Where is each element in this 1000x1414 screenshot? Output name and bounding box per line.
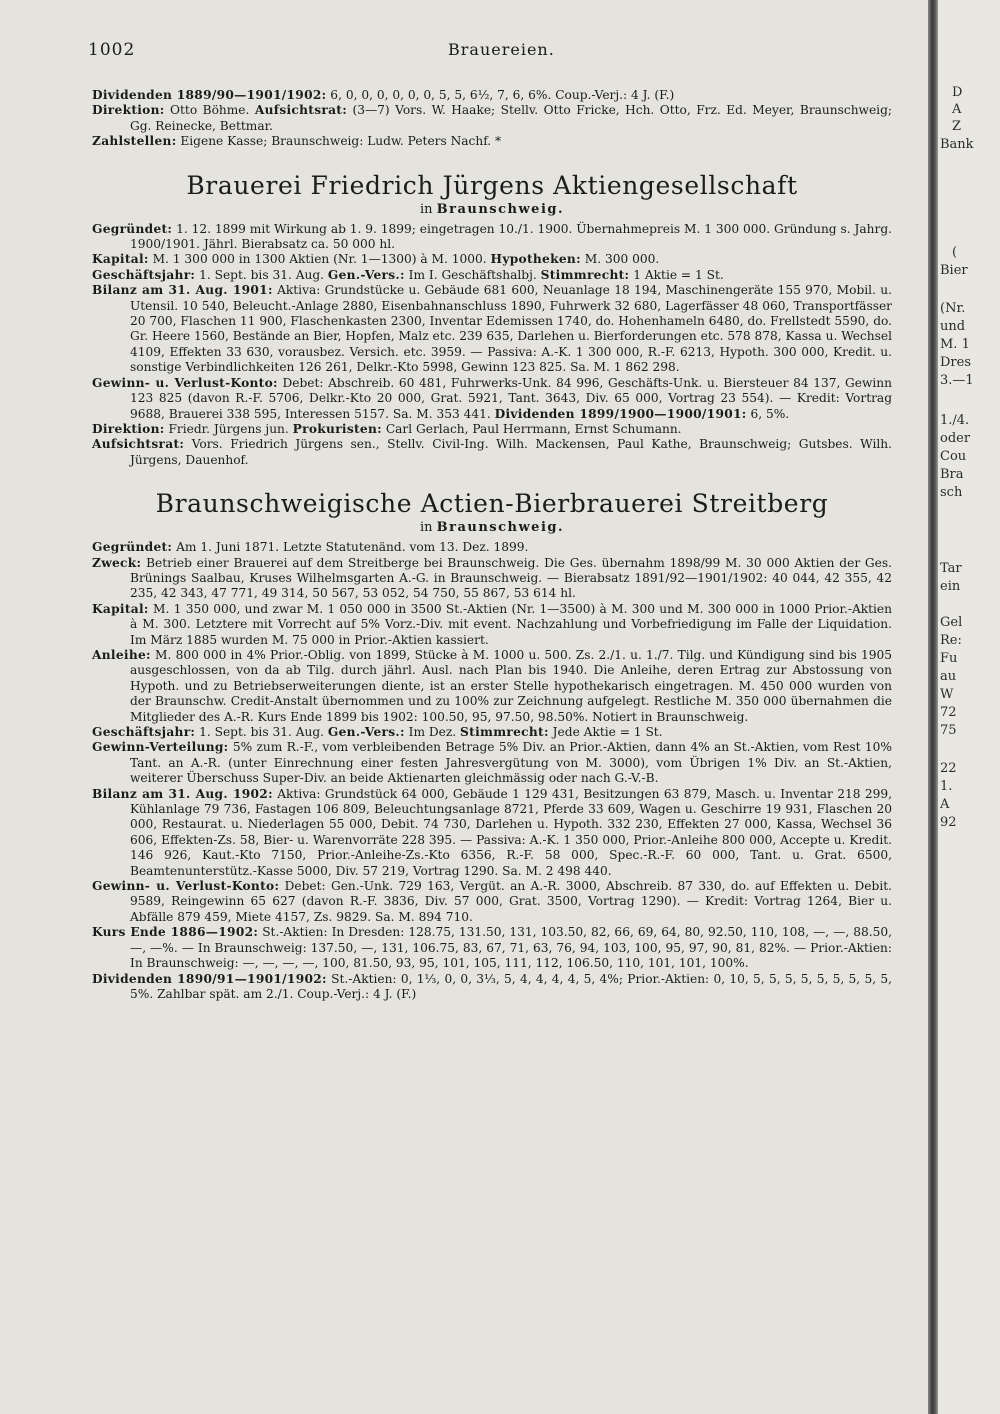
running-head: Brauereien. [448, 40, 555, 59]
right-fragment: Gel [940, 615, 963, 630]
right-fragment: 1. [940, 779, 953, 794]
right-fragment: (Nr. [940, 301, 966, 316]
right-fragment: Re: [940, 633, 962, 648]
right-fragment: Cou [940, 449, 967, 464]
company2-location: in Braunschweig. [419, 520, 565, 536]
right-fragment: Bank [940, 137, 974, 152]
company2-title: Braunschweigische Actien-Bierbrauerei Streitberg [155, 489, 829, 519]
right-page-edge [938, 0, 1000, 1414]
right-fragment: A [952, 102, 962, 117]
right-fragment: 92 [940, 815, 957, 830]
page-gutter [928, 0, 938, 1414]
right-fragment: D [952, 85, 963, 100]
right-fragment: ( [952, 245, 958, 260]
right-fragment: au [940, 669, 957, 684]
right-fragment: Bier [940, 263, 968, 278]
company1-title: Brauerei Friedrich Jürgens Aktiengesellschaft [186, 170, 798, 200]
c1-founded: Gegründet: 1. 12. 1899 mit Wirkung ab 1. 9. 1899; eingetragen 10./1. 1900. Übernahmepreis M. 1 300 000. Gründung s. Jahrg. 1900/1901. Jährl. Bierabsatz ca. 50 000 hl. [92, 221, 892, 252]
page-header [88, 40, 918, 66]
right-fragment: W [940, 687, 954, 702]
right-fragment: A [940, 797, 950, 812]
c1-supervisory-board: Aufsichtsrat: Vors. Friedrich Jürgens sen., Stellv. Civil-Ing. Wilh. Mackensen, Paul Kathe, Braunschweig; Gutsbes. Wilh. Jürgens, Dauenhof. [92, 437, 892, 467]
c2-profit-distribution: Gewinn-Verteilung: 5% zum R.-F., vom verbleibenden Betrage 5% Div. an Prior.-Aktien, dann 4% an St.-Aktien, vom Rest 10% Tant. an A.-R. (unter Einrechnung einer festen Jahresvergütung von M. 3000), vom Übrigen 1% Div. an St.-Aktien, weiterer Überschuss Super-Div. an beide Aktienarten gleichmässig oder nach G.-V.-B. [92, 740, 892, 786]
right-fragment: Fu [940, 651, 958, 666]
right-fragment: sch [940, 485, 963, 500]
prev-paying-agents: Zahlstellen: Eigene Kasse; Braunschweig: Ludw. Peters Nachf. * [92, 134, 502, 149]
c2-bond: Anleihe: M. 800 000 in 4% Prior.-Oblig. von 1899, Stücke à M. 1000 u. 500. Zs. 2./1. u. 1./7. Tilg. und Kündigung sind bis 1905 ausgeschlossen, von da ab Tilg. durch jährl. Ausl. nach Plan bis 1940. Die Anleihe, deren Ertrag zur Abstossung von Hypoth. und zu Betriebserweiterungen diente, ist an erster Stelle hypothekarisch eingetragen. M. 450 000 wurden von der Braunschw. Credit-Anstalt übernommen und zu 100% zur Zeichnung aufgelegt. Restliche M. 350 000 übernahmen die Mitglieder des A.-R. Kurs Ende 1899 bis 1902: 100.50, 95, 97.50, 98.50%. Notiert in Braunschweig. [92, 647, 892, 724]
right-fragment: und [940, 319, 966, 334]
c1-profit-loss: Gewinn- u. Verlust-Konto: Debet: Abschreib. 60 481, Fuhrwerks-Unk. 84 996, Geschäfts-Unk. u. Biersteuer 84 137, Gewinn 123 825 (davon R.-F. 5706, Delkr.-Kto 20 000, Grat. 5921, Tant. 3643, Div. 65 000, Vortrag 23 554). — Kredit: Vortrag 9688, Brauerei 338 595, Interessen 5157. Sa. M. 353 441. Dividenden 1899/1900—1900/1901: 6, 5%. [92, 375, 893, 421]
c2-share-prices: Kurs Ende 1886—1902: St.-Aktien: In Dresden: 128.75, 131.50, 131, 103.50, 82, 66, 69, 64, 80, 92.50, 110, 108, —, —, 88.50, —, —%. — In Braunschweig: 137.50, —, 131, 106.75, 83, 67, 71, 63, 76, 94, 103, 100, 95, 97, 90, 81, 82%. — Prior.-Aktien: In Braunschweig: —, —, —, —, 100, 81.50, 93, 95, 101, 105, 111, 112, 106.50, 110, 101, 101, 100%. [92, 925, 892, 971]
c1-fiscal-year: Geschäftsjahr: 1. Sept. bis 31. Aug. Gen.-Vers.: Im I. Geschäftshalbj. Stimmrecht: 1 Aktie = 1 St. [92, 267, 724, 282]
right-fragment: 72 [940, 705, 957, 720]
c1-capital: Kapital: M. 1 300 000 in 1300 Aktien (Nr. 1—1300) à M. 1000. Hypotheken: M. 300 000. [92, 252, 660, 267]
right-fragment: 3.—1 [940, 373, 974, 388]
c2-purpose: Zweck: Betrieb einer Brauerei auf dem Streitberge bei Braunschweig. Die Ges. übernahm 1898/99 M. 30 000 Aktien der Ges. Brünings Saalbau, Kruses Wilhelmsgarten A.-G. in Braunschweig. — Bierabsatz 1891/92—1901/1902: 40 044, 42 355, 42 235, 42 343, 47 771, 49 314, 50 567, 53 052, 54 750, 55 867, 53 614 hl. [92, 555, 892, 601]
right-fragment: Bra [940, 467, 964, 482]
c1-balance-sheet: Bilanz am 31. Aug. 1901: Aktiva: Grundstücke u. Gebäude 681 600, Neuanlage 18 194, Maschinengeräte 155 970, Mobil. u. Utensil. 10 540, Beleucht.-Anlage 2880, Eisenbahnanschluss 1890, Fuhrwerk 32 680, Lagerfässer 48 060, Transportfässer 20 700, Flaschen 11 900, Flaschenkasten 2300, Inventar Edemissen 1740, do. Hohenhameln 6480, do. Frellstedt 5590, do. Gr. Heere 1560, Bestände an Bier, Hopfen, Malz etc. 239 635, Darlehen u. Bierforderungen etc. 578 878, Kassa u. Wechsel 4109, Effekten 33 630, vorausbez. Versich. etc. 3959. — Passiva: A.-K. 1 300 000, R.-F. 6213, Hypoth. 300 000, Kredit. u. sonstige Verbindlichkeiten 126 261, Delkr.-Kto 5998, Gewinn 123 825. Sa. M. 1 862 298. [92, 283, 892, 375]
prev-dividends: Dividenden 1889/90—1901/1902: 6, 0, 0, 0, 0, 0, 0, 5, 5, 6½, 7, 6, 6%. Coup.-Verj.: 4 J. (F.) [92, 88, 675, 102]
right-fragment: Z [952, 119, 962, 134]
c2-dividends: Dividenden 1890/91—1901/1902: St.-Aktien: 0, 1⅓, 0, 0, 3⅓, 5, 4, 4, 4, 4, 5, 4%; Prior.-Aktien: 0, 10, 5, 5, 5, 5, 5, 5, 5, 5, 5, 5%. Zahlbar spät. am 2./1. Coup.-Verj.: 4 J. (F.) [92, 971, 892, 1001]
right-fragment: Tar [940, 561, 962, 576]
right-fragment: M. 1 [940, 337, 970, 352]
right-fragment: Dres [940, 355, 972, 370]
c1-management: Direktion: Friedr. Jürgens jun. Prokuristen: Carl Gerlach, Paul Herrmann, Ernst Schumann. [92, 421, 682, 436]
c2-capital: Kapital: M. 1 350 000, und zwar M. 1 050 000 in 3500 St.-Aktien (Nr. 1—3500) à M. 300 und M. 300 000 in 1000 Prior.-Aktien à M. 300. Letztere mit Vorrecht auf 5% Vorz.-Div. mit event. Nachzahlung und Vorbefriedigung im Falle der Liquidation. Im März 1885 wurden M. 75 000 in Prior.-Aktien kassiert. [92, 601, 892, 647]
right-fragment: 22 [940, 761, 957, 776]
c2-profit-loss: Gewinn- u. Verlust-Konto: Debet: Gen.-Unk. 729 163, Vergüt. an A.-R. 3000, Abschreib. 87 330, do. auf Effekten u. Debit. 9589, Reingewinn 65 627 (davon R.-F. 3836, Div. 57 000, Grat. 3500, Vortrag 1290). — Kredit: Vortrag 1264, Bier u. Abfälle 879 459, Miete 4157, Zs. 9829. Sa. M. 894 710. [92, 879, 892, 924]
c2-founded: Gegründet: Am 1. Juni 1871. Letzte Statutenänd. vom 13. Dez. 1899. [92, 540, 529, 555]
company1-location: in Braunschweig. [419, 201, 565, 217]
right-fragment: 1./4. [940, 413, 970, 428]
right-fragment: 75 [940, 723, 957, 738]
right-fragment: ein [940, 579, 961, 594]
prev-management: Direktion: Otto Böhme. Aufsichtsrat: (3—7) Vors. W. Haake; Stellv. Otto Fricke, Hch. Otto, Frz. Ed. Meyer, Braunschweig; Gg. Reinecke, Bettmar. [92, 103, 892, 133]
page-number: 1002 [88, 40, 136, 60]
c2-balance-sheet: Bilanz am 31. Aug. 1902: Aktiva: Grundstück 64 000, Gebäude 1 129 431, Besitzungen 63 879, Masch. u. Inventar 218 299, Kühlanlage 79 736, Fastagen 106 809, Beleuchtungsanlage 8721, Pferde 33 609, Wagen u. Geschirre 19 931, Flaschen 20 000, Restaurat. u. Niederlagen 55 000, Debit. 74 730, Darlehen u. Hypoth. 332 230, Effekten 27 000, Kassa, Wechsel 36 606, Effekten-Zs. 58, Bier- u. Warenvorräte 228 395. — Passiva: A.-K. 1 350 000, Prior.-Anleihe 800 000, Accepte u. Kredit. 146 926, Kaut.-Kto 7150, Prior.-Anleihe-Zs.-Kto 6356, R.-F. 58 000, Spec.-R.-F. 60 000, Tant. u. Grat. 6500, Beamtenunterstütz.-Kasse 5000, Div. 57 219, Vortrag 1290. Sa. M. 2 498 440. [92, 786, 892, 878]
right-fragment: oder [940, 431, 971, 446]
page-content [92, 88, 892, 1002]
c2-fiscal-year: Geschäftsjahr: 1. Sept. bis 31. Aug. Gen.-Vers.: Im Dez. Stimmrecht: Jede Aktie = 1 St. [92, 725, 663, 739]
